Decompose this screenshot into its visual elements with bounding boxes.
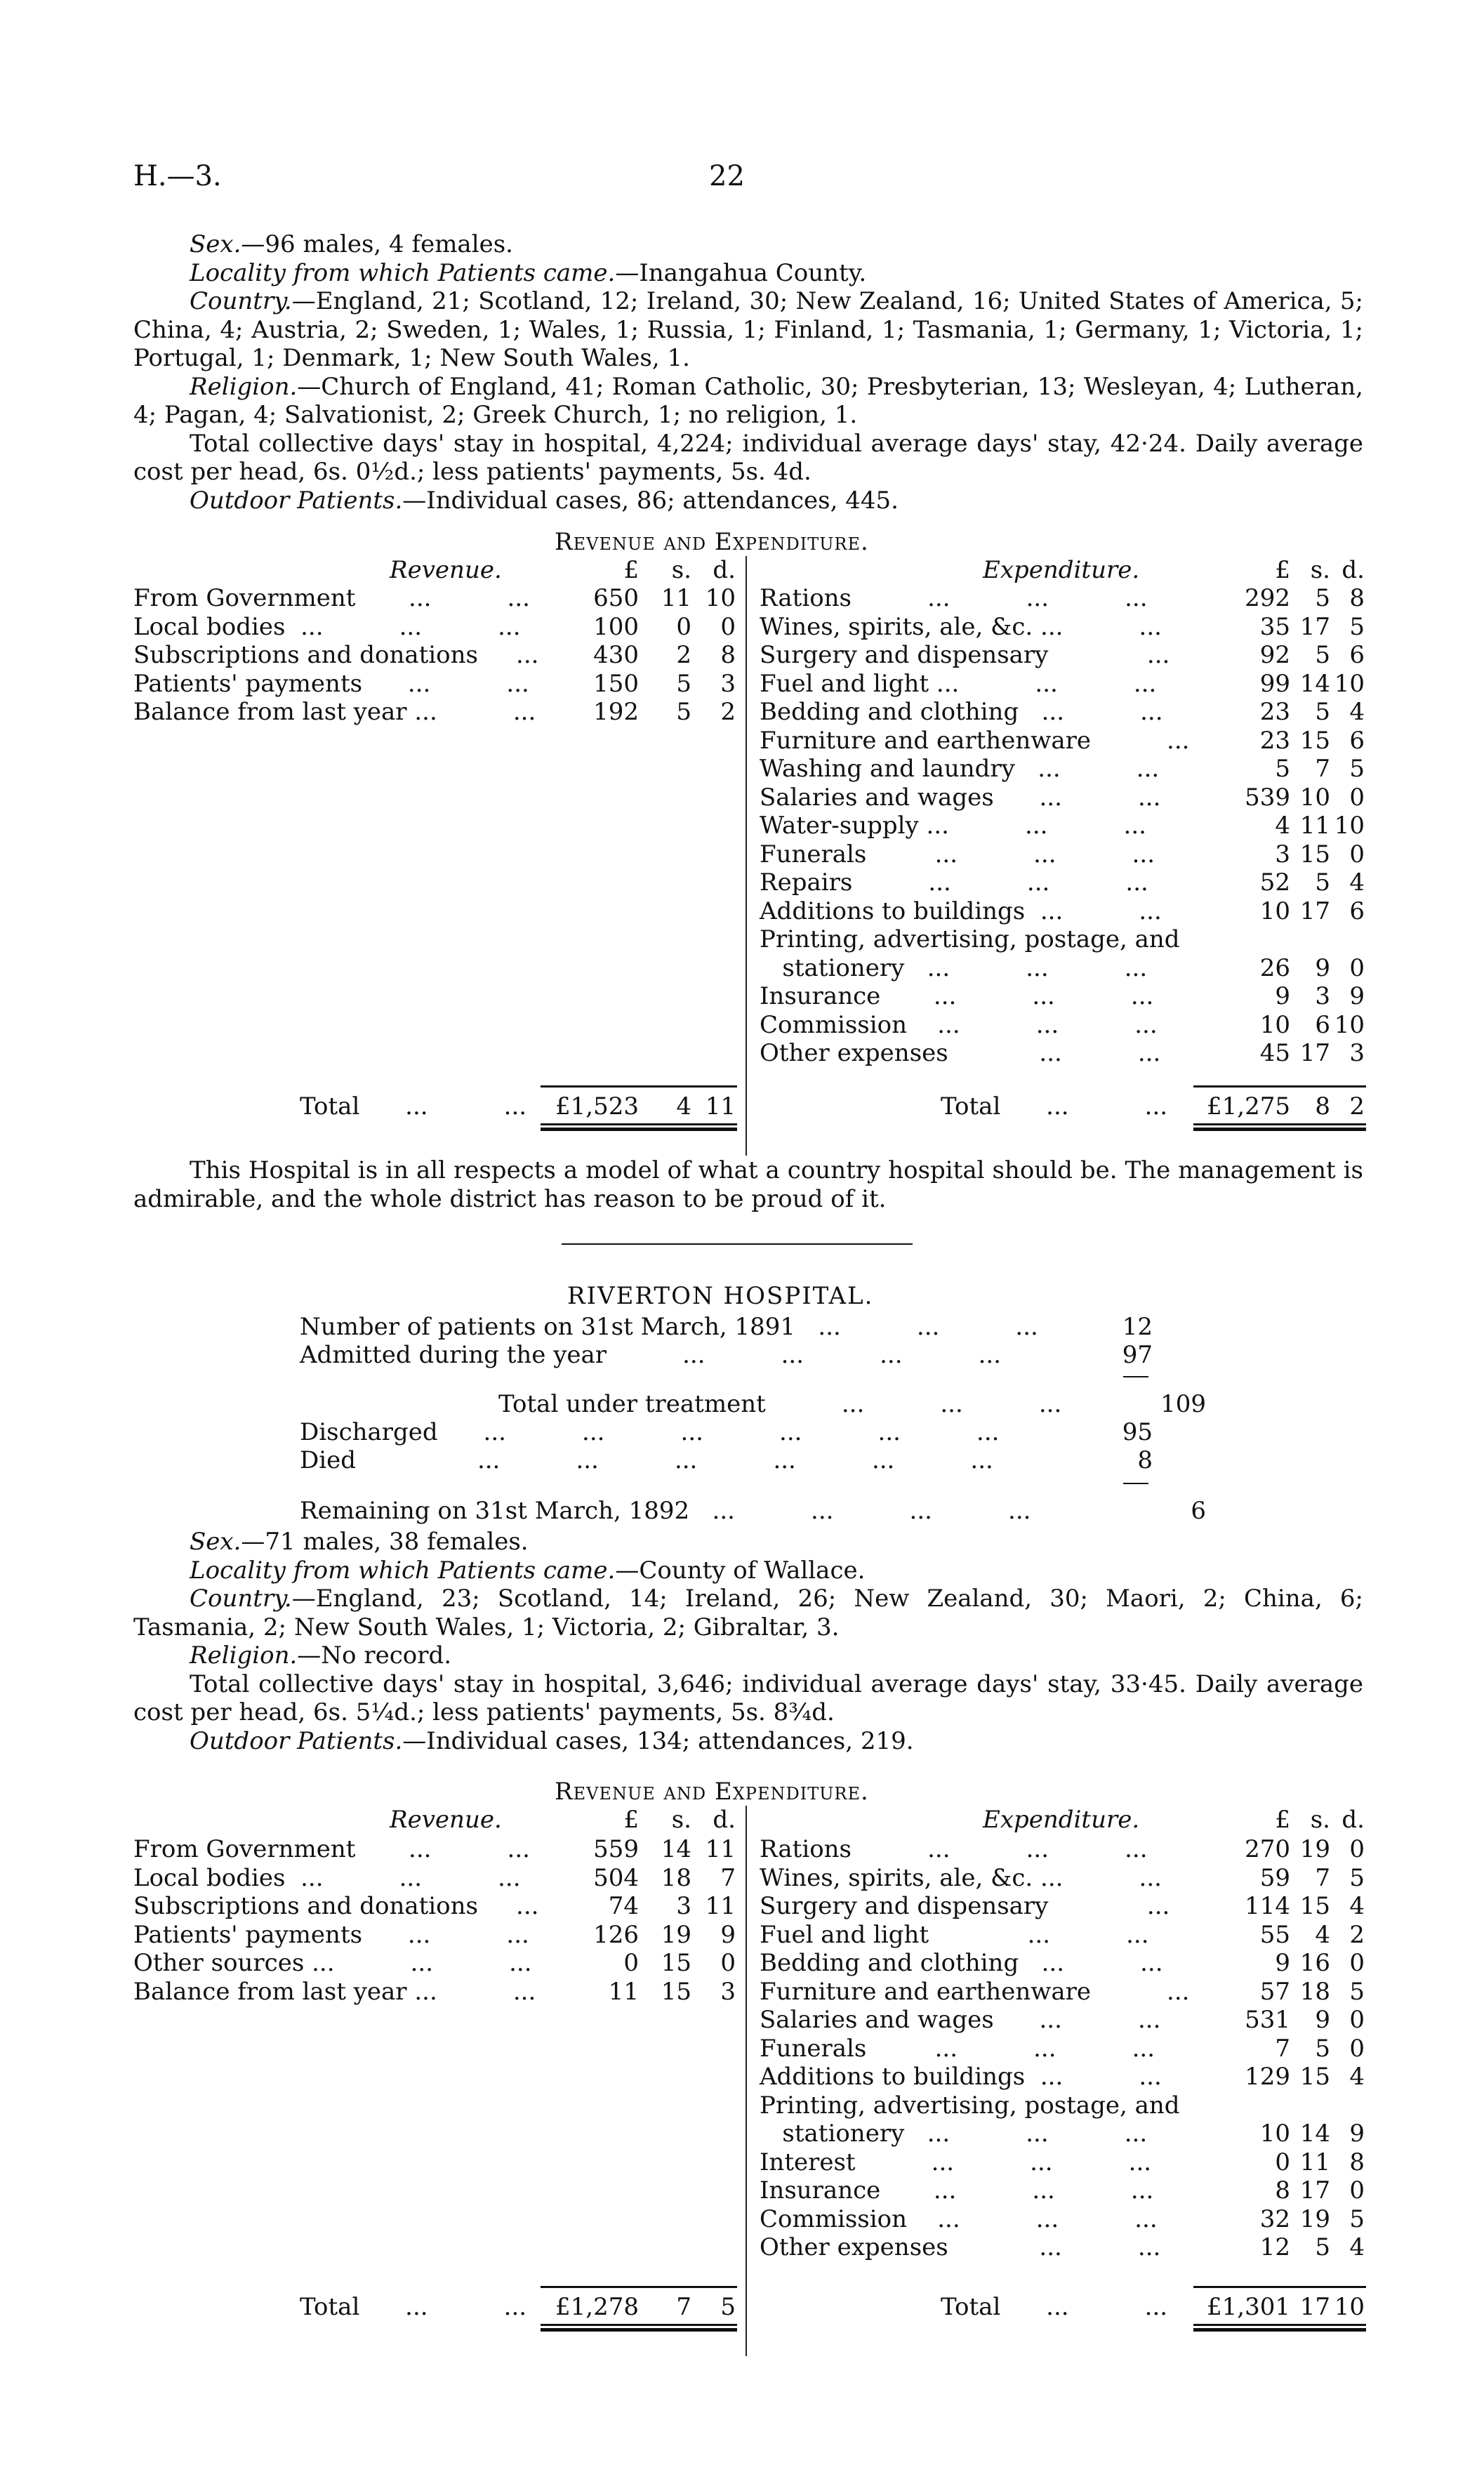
statistic-label: Religion. (190, 372, 298, 401)
statistic-label: Number of patients on 31st March, 1891 ... ... ... (300, 1313, 1038, 1341)
statistic-text: Total collective days' stay in hospital, 4,224; individual average days' stay, 42·24. Daily average cost per head, 6s. 0½d.; less patients' payments, 5s. 4d. (133, 429, 1363, 486)
statistic-label: Locality from which Patients came. (190, 258, 616, 287)
closing-remark (133, 1156, 1363, 1213)
expenditure-row-amount: 0 (1349, 2006, 1365, 2034)
table-title: Revenue and Expenditure. (555, 1778, 869, 1806)
expenditure-row-label: Commission ... ... ... (760, 1010, 1158, 1039)
expenditure-total-amount: 10 (1334, 2293, 1365, 2321)
revenue-row-amount: 430 (593, 641, 639, 669)
total-rule (541, 1085, 737, 1088)
expenditure-row-amount: 52 (1259, 868, 1290, 897)
expenditure-row-amount: 5 (1315, 641, 1330, 669)
expenditure-row-amount: 18 (1299, 1977, 1330, 2006)
revenue-row-amount: 2 (676, 641, 691, 669)
statistic-text: —Church of England, 41; Roman Catholic, 30; Presbyterian, 13; Wesleyan, 4; Lutheran, 4; Pagan, 4; Salvationist, 2; Greek Church, 1; no religion, 1. (133, 372, 1363, 429)
expenditure-total-label: Total ... ... (941, 1092, 1168, 1120)
revenue-total-amount: 5 (720, 2293, 736, 2321)
revenue-row-amount: 74 (608, 1892, 639, 1920)
revenue-row-amount: 0 (720, 1949, 736, 1977)
revenue-total-label: Total ... ... (300, 1092, 527, 1120)
expenditure-row-amount: 15 (1299, 840, 1330, 868)
column-header: £ (1275, 556, 1290, 584)
statistic-text: —England, 21; Scotland, 12; Ireland, 30; New Zealand, 16; United States of America, 5; China, 4; Austria, 2; Sweden, 1; Wales, 1; Russia, 1; Finland, 1; Tasmania, 1; Germany, 1; Victoria, 1; Portugal, 1; Denmark, 1; New South Wales, 1. (133, 287, 1363, 372)
revenue-row-amount: 19 (661, 1920, 691, 1949)
expenditure-row-label: stationery ... ... ... (760, 953, 1148, 982)
expenditure-row-label: Other expenses ... ... (760, 1039, 1161, 1067)
revenue-row-amount: 9 (720, 1920, 736, 1949)
expenditure-row-amount: 539 (1245, 783, 1290, 812)
revenue-total-amount: 4 (676, 1092, 691, 1120)
expenditure-row-amount: 15 (1299, 1892, 1330, 1920)
column-header: £ (623, 556, 639, 584)
statistic-paragraph (133, 230, 1363, 259)
revenue-row-amount: 8 (720, 641, 736, 669)
statistic-paragraph (133, 373, 1363, 430)
expenditure-row-amount: 4 (1349, 698, 1365, 726)
expenditure-row-label: Surgery and dispensary ... (760, 641, 1170, 669)
revenue-row-amount: 10 (705, 584, 736, 612)
expenditure-row-amount: 4 (1275, 812, 1290, 840)
revenue-total-amount: 11 (705, 1092, 736, 1120)
revenue-row-amount: 0 (720, 612, 736, 641)
statistic-label: Locality from which Patients came. (190, 1556, 616, 1585)
revenue-row-label: From Government ... ... (133, 1835, 530, 1863)
revenue-row-label: Subscriptions and donations ... (133, 1892, 539, 1920)
expenditure-row-amount: 8 (1275, 2176, 1290, 2204)
expenditure-row-label: Commission ... ... ... (760, 2204, 1158, 2233)
expenditure-row-label: Salaries and wages ... ... (760, 783, 1161, 812)
revenue-row-label: Patients' payments ... ... (133, 1920, 529, 1949)
expenditure-row-amount: 17 (1299, 612, 1330, 641)
expenditure-row-amount: 92 (1259, 641, 1290, 669)
expenditure-row-amount: 7 (1275, 2034, 1290, 2063)
revenue-row-amount: 7 (720, 1863, 736, 1892)
riverton-statistics (133, 1528, 1363, 1755)
column-header: s. (671, 556, 691, 584)
column-header: d. (1341, 1806, 1365, 1834)
statistic-text: —Individual cases, 134; attendances, 219. (402, 1726, 914, 1755)
statistic-text: —England, 23; Scotland, 14; Ireland, 26; New Zealand, 30; Maori, 2; China, 6; Tasmania, 2; New South Wales, 1; Victoria, 2; Gibraltar, 3. (133, 1585, 1363, 1641)
revenue-row-amount: 14 (661, 1835, 691, 1863)
revenue-row-amount: 11 (661, 584, 691, 612)
expenditure-row-amount: 6 (1315, 1010, 1330, 1039)
expenditure-row-label: Bedding and clothing ... ... (760, 1949, 1163, 1977)
expenditure-row-amount: 17 (1299, 2176, 1330, 2204)
statistic-total: 6 (1191, 1497, 1206, 1525)
expenditure-row-amount: 17 (1299, 897, 1330, 925)
statistic-label: Country. (190, 287, 292, 315)
expenditure-row-amount: 5 (1315, 868, 1330, 897)
expenditure-row-label: Insurance ... ... ... (760, 982, 1154, 1010)
expenditure-row-amount: 4 (1349, 2063, 1365, 2091)
revenue-row-amount: 504 (593, 1863, 639, 1892)
expenditure-row-amount: 5 (1315, 2034, 1330, 2063)
table-title: Revenue and Expenditure. (555, 528, 869, 556)
column-header: £ (623, 1806, 639, 1834)
expenditure-row-label: Furniture and earthenware ... (760, 726, 1190, 755)
revenue-row-label: Local bodies ... ... ... (133, 612, 521, 641)
revenue-row-amount: 2 (720, 698, 736, 726)
expenditure-row-label: Water-supply ... ... ... (760, 812, 1146, 840)
expenditure-row-amount: 9 (1275, 982, 1290, 1010)
column-header: s. (1310, 556, 1330, 584)
expenditure-row-amount: 5 (1315, 2233, 1330, 2261)
revenue-row-amount: 5 (676, 669, 691, 698)
statistic-label: Admitted during the year ... ... ... ... (300, 1341, 1002, 1369)
expenditure-row-label: Bedding and clothing ... ... (760, 698, 1163, 726)
expenditure-row-amount: 10 (1334, 1010, 1365, 1039)
revenue-total-amount: £1,523 (555, 1092, 639, 1120)
statistic-text: Total collective days' stay in hospital, 3,646; individual average days' stay, 33·45. Daily average cost per head, 6s. 5¼d.; less patients' payments, 5s. 8¾d. (133, 1670, 1363, 1726)
expenditure-row-label: Interest ... ... ... (760, 2148, 1152, 2176)
page-reference: H.—3. (133, 160, 222, 192)
statistic-total: 109 (1160, 1390, 1206, 1418)
expenditure-row-amount: 23 (1259, 726, 1290, 755)
expenditure-row-amount: 8 (1349, 584, 1365, 612)
column-header: s. (671, 1806, 691, 1834)
revenue-row-label: Balance from last year ... ... (133, 698, 536, 726)
expenditure-row-amount: 19 (1299, 2204, 1330, 2233)
revenue-row-label: Other sources ... ... ... (133, 1949, 532, 1977)
expenditure-row-amount: 9 (1275, 1949, 1290, 1977)
expenditure-row-amount: 7 (1315, 755, 1330, 783)
expenditure-row-amount: 270 (1245, 1835, 1290, 1863)
expenditure-row-amount: 292 (1245, 584, 1290, 612)
expenditure-row-amount: 8 (1349, 2148, 1365, 2176)
expenditure-row-amount: 10 (1334, 669, 1365, 698)
expenditure-row-amount: 9 (1315, 953, 1330, 982)
statistic-paragraph (133, 259, 1363, 288)
expenditure-row-amount: 3 (1349, 1039, 1365, 1067)
column-header: d. (713, 556, 736, 584)
expenditure-row-amount: 6 (1349, 641, 1365, 669)
statistic-paragraph (133, 487, 1363, 515)
inangahua-statistics (133, 230, 1363, 515)
closing-text: This Hospital is in all respects a model of what a country hospital should be. The management is admirable, and the whole district has reason to be proud of it. (133, 1156, 1363, 1213)
expenditure-row-amount: 16 (1299, 1949, 1330, 1977)
expenditure-row-amount: 6 (1349, 897, 1365, 925)
column-header: d. (1341, 556, 1365, 584)
expenditure-row-amount: 11 (1299, 2148, 1330, 2176)
expenditure-row-label: Wines, spirits, ale, &c. ... ... (760, 612, 1162, 641)
expenditure-row-amount: 0 (1349, 1949, 1365, 1977)
revenue-row-amount: 5 (676, 698, 691, 726)
revenue-row-amount: 3 (676, 1892, 691, 1920)
expenditure-row-label: Funerals ... ... ... (760, 840, 1155, 868)
expenditure-row-label: Furniture and earthenware ... (760, 1977, 1190, 2006)
column-header: d. (713, 1806, 736, 1834)
sum-rule (1123, 1376, 1148, 1377)
statistic-text: —96 males, 4 females. (241, 230, 513, 258)
expenditure-row-amount: 114 (1245, 1892, 1290, 1920)
sum-rule (1123, 1483, 1148, 1484)
expenditure-row-amount: 6 (1349, 726, 1365, 755)
expenditure-row-amount: 10 (1259, 2120, 1290, 2148)
expenditure-row-amount: 4 (1349, 868, 1365, 897)
statistic-label: Total under treatment ... ... ... (498, 1390, 1062, 1418)
expenditure-row-amount: 4 (1315, 1920, 1330, 1949)
expenditure-row-label: Funerals ... ... ... (760, 2034, 1155, 2063)
expenditure-row-amount: 15 (1299, 2063, 1330, 2091)
revenue-heading: Revenue. (390, 1806, 502, 1834)
expenditure-row-amount: 129 (1245, 2063, 1290, 2091)
expenditure-row-amount: 0 (1275, 2148, 1290, 2176)
expenditure-row-label: Rations ... ... ... (760, 584, 1148, 612)
revenue-row-amount: 126 (593, 1920, 639, 1949)
expenditure-row-label: Repairs ... ... ... (760, 868, 1148, 897)
revenue-row-label: Patients' payments ... ... (133, 669, 529, 698)
expenditure-row-amount: 0 (1349, 840, 1365, 868)
expenditure-row-amount: 5 (1275, 755, 1290, 783)
expenditure-row-amount: 2 (1349, 1920, 1365, 1949)
revenue-row-amount: 11 (705, 1835, 736, 1863)
expenditure-row-label: Fuel and light ... ... ... (760, 669, 1157, 698)
revenue-row-amount: 11 (608, 1977, 639, 2006)
revenue-row-amount: 0 (623, 1949, 639, 1977)
revenue-row-amount: 100 (593, 612, 639, 641)
expenditure-row-amount: 23 (1259, 698, 1290, 726)
statistic-value: 12 (1122, 1313, 1153, 1341)
column-divider (746, 1806, 747, 2356)
revenue-row-amount: 3 (720, 1977, 736, 2006)
statistic-paragraph (133, 430, 1363, 487)
revenue-row-amount: 0 (676, 612, 691, 641)
expenditure-row-amount: 5 (1349, 1863, 1365, 1892)
expenditure-row-label: Surgery and dispensary ... (760, 1892, 1170, 1920)
revenue-row-amount: 559 (593, 1835, 639, 1863)
statistic-text: —71 males, 38 females. (241, 1528, 529, 1556)
expenditure-row-amount: 3 (1315, 982, 1330, 1010)
expenditure-row-amount: 14 (1299, 2120, 1330, 2148)
statistic-label: Outdoor Patients. (190, 1726, 403, 1755)
expenditure-row-amount: 32 (1259, 2204, 1290, 2233)
revenue-row-amount: 11 (705, 1892, 736, 1920)
revenue-row-amount: 650 (593, 584, 639, 612)
column-header: £ (1275, 1806, 1290, 1834)
expenditure-row-amount: 59 (1259, 1863, 1290, 1892)
expenditure-row-amount: 35 (1259, 612, 1290, 641)
expenditure-row-amount: 9 (1349, 982, 1365, 1010)
expenditure-row-label: Printing, advertising, postage, and (760, 925, 1180, 953)
expenditure-row-label: Rations ... ... ... (760, 1835, 1148, 1863)
expenditure-heading: Expenditure. (983, 556, 1140, 584)
statistic-value: 95 (1122, 1418, 1153, 1446)
statistic-label: Sex. (190, 1528, 241, 1556)
statistic-value: 97 (1122, 1341, 1153, 1369)
column-divider (746, 556, 747, 1156)
statistic-value: 8 (1137, 1446, 1153, 1474)
expenditure-row-amount: 4 (1349, 2233, 1365, 2261)
expenditure-row-amount: 10 (1334, 812, 1365, 840)
expenditure-row-amount: 99 (1259, 669, 1290, 698)
expenditure-row-amount: 5 (1315, 584, 1330, 612)
expenditure-row-label: Insurance ... ... ... (760, 2176, 1154, 2204)
expenditure-row-amount: 17 (1299, 1039, 1330, 1067)
revenue-heading: Revenue. (390, 556, 502, 584)
expenditure-row-amount: 5 (1349, 755, 1365, 783)
revenue-row-amount: 192 (593, 698, 639, 726)
revenue-row-amount: 18 (661, 1863, 691, 1892)
expenditure-row-amount: 0 (1349, 953, 1365, 982)
revenue-total-amount: 7 (676, 2293, 691, 2321)
expenditure-row-label: Printing, advertising, postage, and (760, 2091, 1180, 2120)
expenditure-row-amount: 0 (1349, 2034, 1365, 2063)
double-rule (1193, 1123, 1366, 1131)
revenue-row-amount: 150 (593, 669, 639, 698)
statistic-label: Country. (190, 1585, 292, 1613)
revenue-row-amount: 15 (661, 1977, 691, 2006)
revenue-total-amount: £1,278 (555, 2293, 639, 2321)
expenditure-row-amount: 4 (1349, 1892, 1365, 1920)
revenue-row-label: Subscriptions and donations ... (133, 641, 539, 669)
expenditure-row-amount: 7 (1315, 1863, 1330, 1892)
expenditure-row-amount: 0 (1349, 783, 1365, 812)
statistic-text: —Inangahua County. (615, 258, 867, 287)
expenditure-row-amount: 5 (1349, 2204, 1365, 2233)
expenditure-row-label: stationery ... ... ... (760, 2120, 1148, 2148)
expenditure-total-label: Total ... ... (941, 2293, 1168, 2321)
expenditure-row-amount: 57 (1259, 1977, 1290, 2006)
expenditure-row-amount: 26 (1259, 953, 1290, 982)
revenue-row-label: Local bodies ... ... ... (133, 1863, 521, 1892)
double-rule (541, 2324, 737, 2332)
expenditure-row-amount: 45 (1259, 1039, 1290, 1067)
statistic-label: Remaining on 31st March, 1892 ... ... ... ... (300, 1497, 1031, 1525)
double-rule (541, 1123, 737, 1131)
expenditure-row-label: Fuel and light ... ... (760, 1920, 1149, 1949)
statistic-text: —No record. (297, 1641, 452, 1670)
expenditure-row-amount: 5 (1315, 698, 1330, 726)
statistic-paragraph (133, 1727, 1363, 1756)
revenue-row-amount: 3 (720, 669, 736, 698)
expenditure-row-amount: 55 (1259, 1920, 1290, 1949)
expenditure-total-amount: 8 (1315, 1092, 1330, 1120)
expenditure-row-amount: 531 (1245, 2006, 1290, 2034)
statistic-paragraph (133, 1670, 1363, 1727)
expenditure-row-amount: 9 (1315, 2006, 1330, 2034)
statistic-label: Died ... ... ... ... ... ... (300, 1446, 993, 1474)
expenditure-row-label: Wines, spirits, ale, &c. ... ... (760, 1863, 1162, 1892)
expenditure-total-amount: £1,275 (1207, 1092, 1290, 1120)
expenditure-row-amount: 3 (1275, 840, 1290, 868)
revenue-row-amount: 15 (661, 1949, 691, 1977)
expenditure-total-amount: 17 (1299, 2293, 1330, 2321)
total-rule (541, 2286, 737, 2288)
expenditure-row-amount: 5 (1349, 612, 1365, 641)
statistic-paragraph (133, 1585, 1363, 1641)
expenditure-row-amount: 12 (1259, 2233, 1290, 2261)
expenditure-row-amount: 0 (1349, 2176, 1365, 2204)
expenditure-total-amount: 2 (1349, 1092, 1365, 1120)
expenditure-row-label: Other expenses ... ... (760, 2233, 1161, 2261)
riverton-title: RIVERTON HOSPITAL. (567, 1282, 874, 1310)
revenue-total-label: Total ... ... (300, 2293, 527, 2321)
statistic-paragraph (133, 1528, 1363, 1556)
revenue-row-label: From Government ... ... (133, 584, 530, 612)
statistic-label: Outdoor Patients. (190, 486, 403, 515)
statistic-text: —Individual cases, 86; attendances, 445. (402, 486, 899, 515)
double-rule (1193, 2324, 1366, 2332)
expenditure-row-amount: 15 (1299, 726, 1330, 755)
expenditure-row-amount: 10 (1259, 1010, 1290, 1039)
expenditure-row-amount: 9 (1349, 2120, 1365, 2148)
expenditure-row-label: Washing and laundry ... ... (760, 755, 1160, 783)
expenditure-row-amount: 10 (1259, 897, 1290, 925)
section-divider (562, 1243, 913, 1245)
statistic-label: Religion. (190, 1641, 298, 1670)
revenue-row-label: Balance from last year ... ... (133, 1977, 536, 2006)
expenditure-row-amount: 14 (1299, 669, 1330, 698)
expenditure-row-amount: 19 (1299, 1835, 1330, 1863)
expenditure-total-amount: £1,301 (1207, 2293, 1290, 2321)
statistic-label: Discharged ... ... ... ... ... ... (300, 1418, 1000, 1446)
statistic-text: —County of Wallace. (615, 1556, 866, 1585)
statistic-paragraph (133, 1641, 1363, 1670)
expenditure-heading: Expenditure. (983, 1806, 1140, 1834)
total-rule (1193, 1085, 1366, 1088)
expenditure-row-amount: 10 (1299, 783, 1330, 812)
expenditure-row-label: Salaries and wages ... ... (760, 2006, 1161, 2034)
expenditure-row-amount: 11 (1299, 812, 1330, 840)
statistic-label: Sex. (190, 230, 241, 258)
expenditure-row-label: Additions to buildings ... ... (760, 897, 1162, 925)
page-number: 22 (709, 160, 745, 192)
expenditure-row-amount: 0 (1349, 1835, 1365, 1863)
expenditure-row-amount: 5 (1349, 1977, 1365, 2006)
statistic-paragraph (133, 287, 1363, 373)
column-header: s. (1310, 1806, 1330, 1834)
total-rule (1193, 2286, 1366, 2288)
expenditure-row-label: Additions to buildings ... ... (760, 2063, 1162, 2091)
statistic-paragraph (133, 1556, 1363, 1585)
